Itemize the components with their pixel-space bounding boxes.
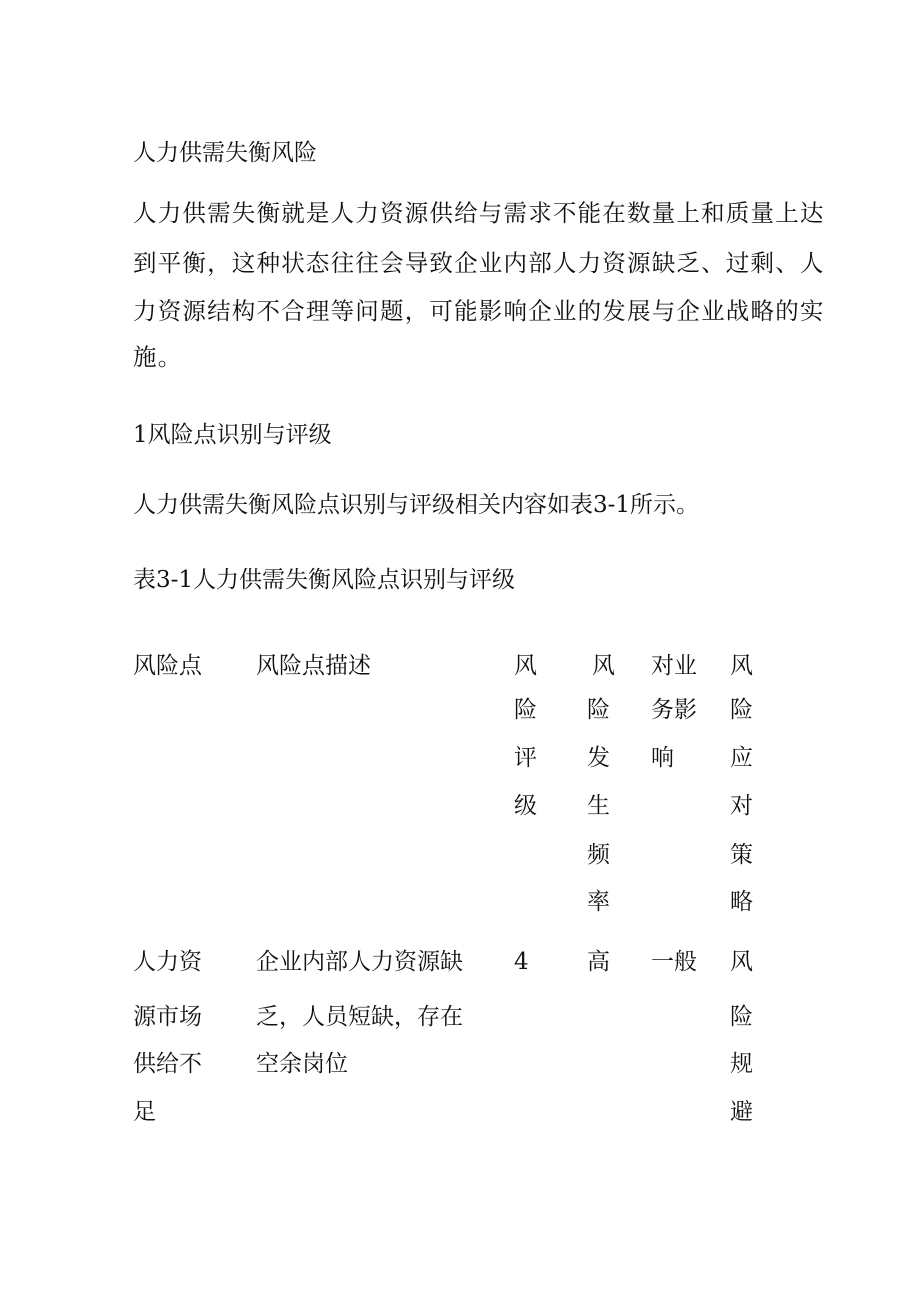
header-rating-char: 险 — [514, 697, 537, 723]
risk-point-line: 源市场 — [133, 1004, 202, 1030]
header-impact-line: 对业 — [651, 653, 697, 679]
header-rating-char: 风 — [514, 653, 537, 679]
header-strategy-char: 风 — [730, 653, 753, 679]
description-line: 空余岗位 — [256, 1051, 348, 1077]
strategy-char: 风 — [730, 949, 753, 975]
intro-line: 力资源结构不合理等问题，可能影响企业的发展与企业战略的实 — [133, 297, 825, 325]
header-frequency-char: 生 — [587, 793, 610, 819]
header-strategy-char: 险 — [730, 697, 753, 723]
header-rating-char: 评 — [514, 745, 537, 771]
header-risk-point: 风险点 — [133, 653, 202, 679]
header-description: 风险点描述 — [256, 653, 371, 679]
header-strategy-char: 应 — [730, 745, 753, 771]
description-line: 企业内部人力资源缺 — [256, 949, 463, 975]
strategy-char: 规 — [730, 1051, 753, 1077]
header-impact-line: 响 — [651, 745, 674, 771]
strategy-char: 避 — [730, 1099, 753, 1125]
intro-line: 人力供需失衡就是人力资源供给与需求不能在数量上和质量上达 — [133, 199, 825, 227]
table-caption: 表3-1人力供需失衡风险点识别与评级 — [133, 567, 516, 593]
header-strategy-char: 略 — [730, 889, 753, 915]
risk-point-line: 人力资 — [133, 949, 202, 975]
header-frequency-char: 率 — [587, 889, 610, 915]
header-rating-char: 级 — [514, 793, 537, 819]
header-strategy-char: 对 — [730, 793, 753, 819]
row-impact: 一般 — [651, 949, 697, 975]
header-impact-line: 务影 — [651, 697, 697, 723]
description-line: 乏，人员短缺，存在 — [256, 1004, 463, 1030]
header-frequency-char: 风 — [592, 653, 615, 679]
header-frequency-char: 发 — [587, 745, 610, 771]
header-strategy-char: 策 — [730, 842, 753, 868]
risk-point-line: 足 — [133, 1099, 156, 1125]
row-frequency: 高 — [587, 949, 610, 975]
row-rating: 4 — [514, 949, 529, 975]
reference-sentence: 人力供需失衡风险点识别与评级相关内容如表3-1所示。 — [133, 492, 700, 518]
risk-point-line: 供给不 — [133, 1051, 202, 1077]
subsection-title: 1风险点识别与评级 — [133, 422, 332, 448]
intro-line: 施。 — [133, 343, 183, 371]
section-title: 人力供需失衡风险 — [133, 140, 317, 166]
strategy-char: 险 — [730, 1004, 753, 1030]
header-frequency-char: 险 — [587, 697, 610, 723]
intro-line: 到平衡，这种状态往往会导致企业内部人力资源缺乏、过剩、人 — [133, 249, 825, 277]
header-frequency-char: 频 — [587, 842, 610, 868]
